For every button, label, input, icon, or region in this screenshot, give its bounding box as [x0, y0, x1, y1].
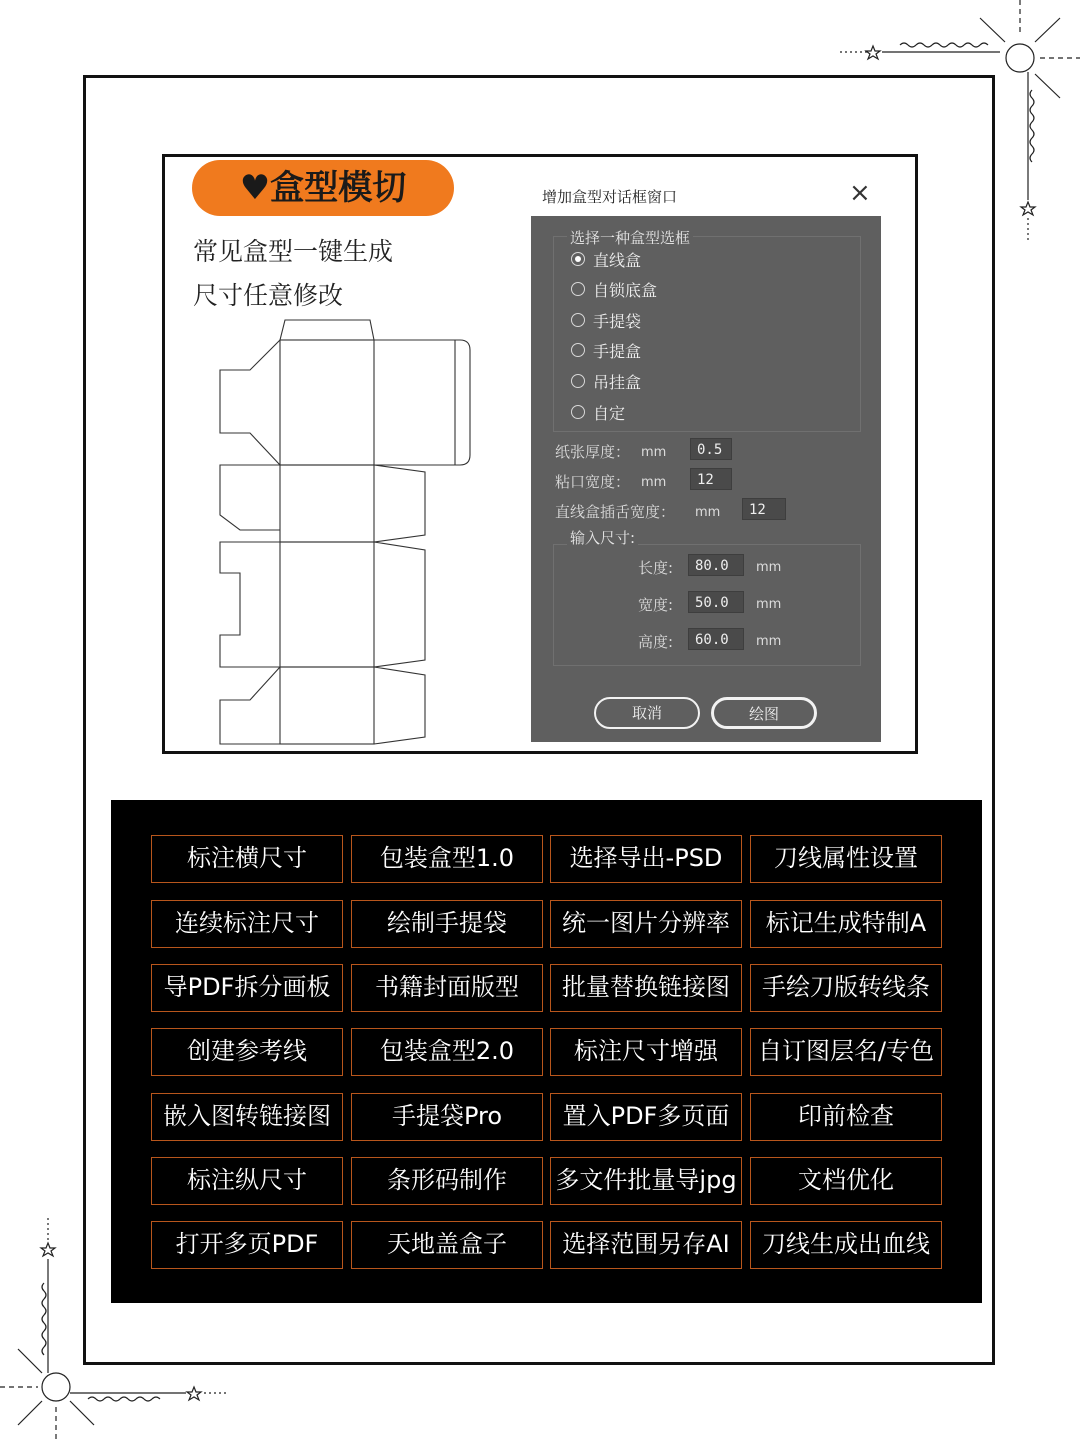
glue-width-input[interactable]: 12	[690, 468, 732, 490]
radio-label: 自锁底盒	[593, 280, 658, 300]
height-unit: mm	[756, 634, 782, 649]
radio-self-lock-box[interactable]	[571, 278, 657, 300]
dialog-title: 增加盒型对话框窗口	[542, 188, 678, 206]
feature-button[interactable]: 自订图层名/专色	[750, 1028, 942, 1076]
feature-button[interactable]: 置入PDF多页面	[550, 1093, 742, 1141]
feature-button[interactable]: 包装盒型2.0	[351, 1028, 543, 1076]
radio-custom[interactable]	[571, 401, 625, 423]
radio-dot[interactable]	[571, 405, 585, 419]
feature-button[interactable]: 绘制手提袋	[351, 900, 543, 948]
radio-hanging-box[interactable]	[571, 370, 641, 392]
size-group-label: 输入尺寸:	[567, 527, 638, 548]
box-type-dialog	[531, 216, 881, 742]
feature-button[interactable]: 批量替换链接图	[550, 964, 742, 1012]
feature-button[interactable]: 导PDF拆分画板	[151, 964, 343, 1012]
radio-label: 吊挂盒	[593, 372, 642, 392]
tuck-width-unit: mm	[695, 505, 721, 520]
draw-button[interactable]: 绘图	[711, 697, 817, 729]
radio-handle-box[interactable]	[571, 339, 641, 361]
feature-button[interactable]: 手提袋Pro	[351, 1093, 543, 1141]
tagline-one-click: 常见盒型一键生成	[193, 237, 394, 266]
radio-label: 直线盒	[593, 250, 642, 270]
feature-button[interactable]: 书籍封面版型	[351, 964, 543, 1012]
radio-label: 手提袋	[593, 311, 642, 331]
radio-label: 手提盒	[593, 341, 642, 361]
feature-badge: ♥盒型模切	[192, 160, 454, 216]
feature-button[interactable]: 文档优化	[750, 1157, 942, 1205]
paper-thickness-input[interactable]: 0.5	[690, 438, 732, 460]
height-input[interactable]: 60.0	[688, 628, 744, 650]
feature-button[interactable]: 手绘刀版转线条	[750, 964, 942, 1012]
feature-button[interactable]: 刀线生成出血线	[750, 1221, 942, 1269]
glue-width-label: 粘口宽度：	[555, 473, 631, 491]
tuck-width-input[interactable]: 12	[742, 498, 786, 520]
feature-button[interactable]: 天地盖盒子	[351, 1221, 543, 1269]
radio-dot[interactable]	[571, 374, 585, 388]
box-type-group-label: 选择一种盒型选框	[567, 227, 693, 248]
length-input[interactable]: 80.0	[688, 554, 744, 576]
feature-button[interactable]: 创建参考线	[151, 1028, 343, 1076]
glue-width-unit: mm	[641, 475, 667, 490]
box-dieline-drawing	[210, 315, 480, 750]
feature-button[interactable]: 标记生成特制A	[750, 900, 942, 948]
radio-dot[interactable]	[571, 343, 585, 357]
feature-button[interactable]: 选择范围另存AI	[550, 1221, 742, 1269]
paper-thickness-label: 纸张厚度：	[555, 443, 631, 461]
radio-dot[interactable]	[571, 282, 585, 296]
feature-grid	[111, 800, 982, 1303]
tuck-width-label: 直线盒插舌宽度：	[555, 503, 676, 521]
height-label: 高度:	[638, 633, 674, 651]
width-input[interactable]: 50.0	[688, 591, 744, 613]
length-unit: mm	[756, 560, 782, 575]
width-unit: mm	[756, 597, 782, 612]
radio-handbag[interactable]	[571, 309, 641, 331]
feature-button[interactable]: 嵌入图转链接图	[151, 1093, 343, 1141]
tagline-resize: 尺寸任意修改	[193, 281, 344, 310]
cancel-button[interactable]: 取消	[594, 697, 700, 729]
paper-thickness-unit: mm	[641, 445, 667, 460]
feature-button[interactable]: 条形码制作	[351, 1157, 543, 1205]
feature-button[interactable]: 标注尺寸增强	[550, 1028, 742, 1076]
feature-button[interactable]: 标注横尺寸	[151, 835, 343, 883]
feature-button[interactable]: 统一图片分辨率	[550, 900, 742, 948]
feature-button[interactable]: 印前检查	[750, 1093, 942, 1141]
feature-button[interactable]: 多文件批量导jpg	[550, 1157, 742, 1205]
feature-button[interactable]: 选择导出-PSD	[550, 835, 742, 883]
width-label: 宽度:	[638, 596, 674, 614]
feature-button[interactable]: 刀线属性设置	[750, 835, 942, 883]
radio-label: 自定	[593, 403, 626, 423]
radio-dot-selected[interactable]	[571, 252, 585, 266]
close-icon[interactable]: ×	[849, 178, 871, 208]
length-label: 长度:	[638, 559, 674, 577]
feature-button[interactable]: 连续标注尺寸	[151, 900, 343, 948]
feature-button[interactable]: 包装盒型1.0	[351, 835, 543, 883]
radio-straight-box[interactable]	[571, 248, 641, 270]
feature-button[interactable]: 打开多页PDF	[151, 1221, 343, 1269]
radio-dot[interactable]	[571, 313, 585, 327]
feature-button[interactable]: 标注纵尺寸	[151, 1157, 343, 1205]
